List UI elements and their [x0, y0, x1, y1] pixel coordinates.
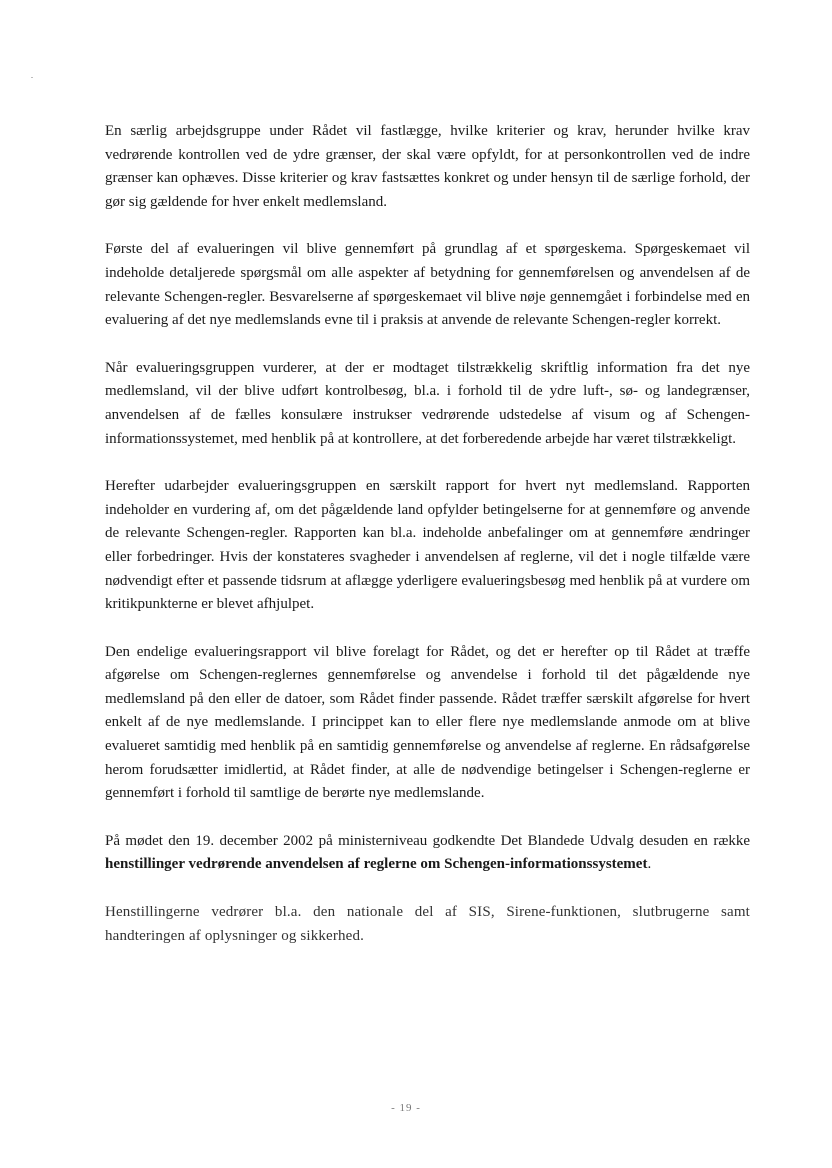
paragraph-sis-details: Henstillingerne vedrører bl.a. den nationale del af SIS, Sirene-funktionen, slutbrugerne samt handteringen af oplysninger og sikkerhed.: [105, 904, 750, 944]
paragraph-working-group: En særlig arbejdsgruppe under Rådet vil fastlægge, hvilke kriterier og krav, herunder hvilke krav vedrørende kontrollen ved de ydre grænser, der skal være opfyldt, for at personkontrollen ved de indre grænser kan ophæves. Disse kriterier og krav fastsættes konkret og under hensyn til de særlige forhold, der gør sig gældende for hver enkelt medlemsland.: [105, 123, 750, 210]
paragraph-evaluation-report: Herefter udarbejder evalueringsgruppen en særskilt rapport for hvert nyt medlemsland. Rapporten indeholder en vurdering af, om det pågældende land opfylder betingelserne for at gennemføre og anvende de relevante Schengen-regler. Rapporten kan bl.a. indeholde anbefalinger om at gennemføre ændringer eller forbedringer. Hvis der konstateres svagheder i anvendelsen af reglerne, vil det i nogle tilfælde være nødvendigt efter et passende tidsrum at aflægge yderligere evalueringsbesøg med henblik på at vurdere om kritikpunkterne er blevet afhjulpet.: [105, 478, 750, 613]
paragraph-council-decision: Den endelige evalueringsrapport vil blive forelagt for Rådet, og det er herefter op til Rådet at træffe afgørelse om Schengen-reglernes gennemførelse og anvendelse i forhold til det pågældende nye medlemsland på den eller de datoer, som Rådet finder passende. Rådet træffer særskilt afgørelse for hvert enkelt af de nye medlemslande. I princippet kan to eller flere nye medlemslande anmode om at blive evalueret samtidig med henblik på en samtidig gennemførelse og anvendelse af reglerne. En rådsafgørelse herom forudsætter imidlertid, at Rådet finder, at alle de nødvendige betingelser i Schengen-reglerne er gennemført i forhold til samtlige de berørte nye medlemslande.: [105, 643, 750, 802]
paragraph-questionnaire: Første del af evalueringen vil blive gennemført på grundlag af et spørgeskema. Spørgeskemaet vil indeholde detaljerede spørgsmål om alle aspekter af betydning for gennemførelsen og anvendelsen af de relevante Schengen-regler. Besvarelserne af spørgeskemaet vil blive nøje gennemgået i forbindelse med en evaluering af det nye medlemslands evne til i praksis at anvende de relevante Schengen-regler korrekt.: [105, 241, 750, 329]
document-body: [105, 120, 750, 948]
scan-speck: [31, 77, 33, 78]
recommendations-intro-text: På mødet den 19. december 2002 på ministerniveau godkendte Det Blandede Udvalg desuden en række: [105, 832, 750, 849]
recommendations-bold-text: henstillinger vedrørende anvendelsen af reglerne om Schengen-informationssystemet: [105, 856, 648, 873]
paragraph-recommendations: [105, 830, 750, 877]
recommendations-end-text: .: [647, 856, 652, 873]
paragraph-control-visits: Når evalueringsgruppen vurderer, at der er modtaget tilstrækkelig skriftlig information fra det nye medlemsland, vil der blive udført kontrolbesøg, bl.a. i forhold til de ydre luft-, sø- og landegrænser, anvendelsen af de fælles konsulære instrukser vedrørende udstedelse af visum og af Schengen-informationssystemet, med henblik på at kontrollere, at det forberedende arbejde har været tilstrækkeligt.: [105, 359, 750, 447]
page-number: - 19 -: [391, 1102, 421, 1114]
